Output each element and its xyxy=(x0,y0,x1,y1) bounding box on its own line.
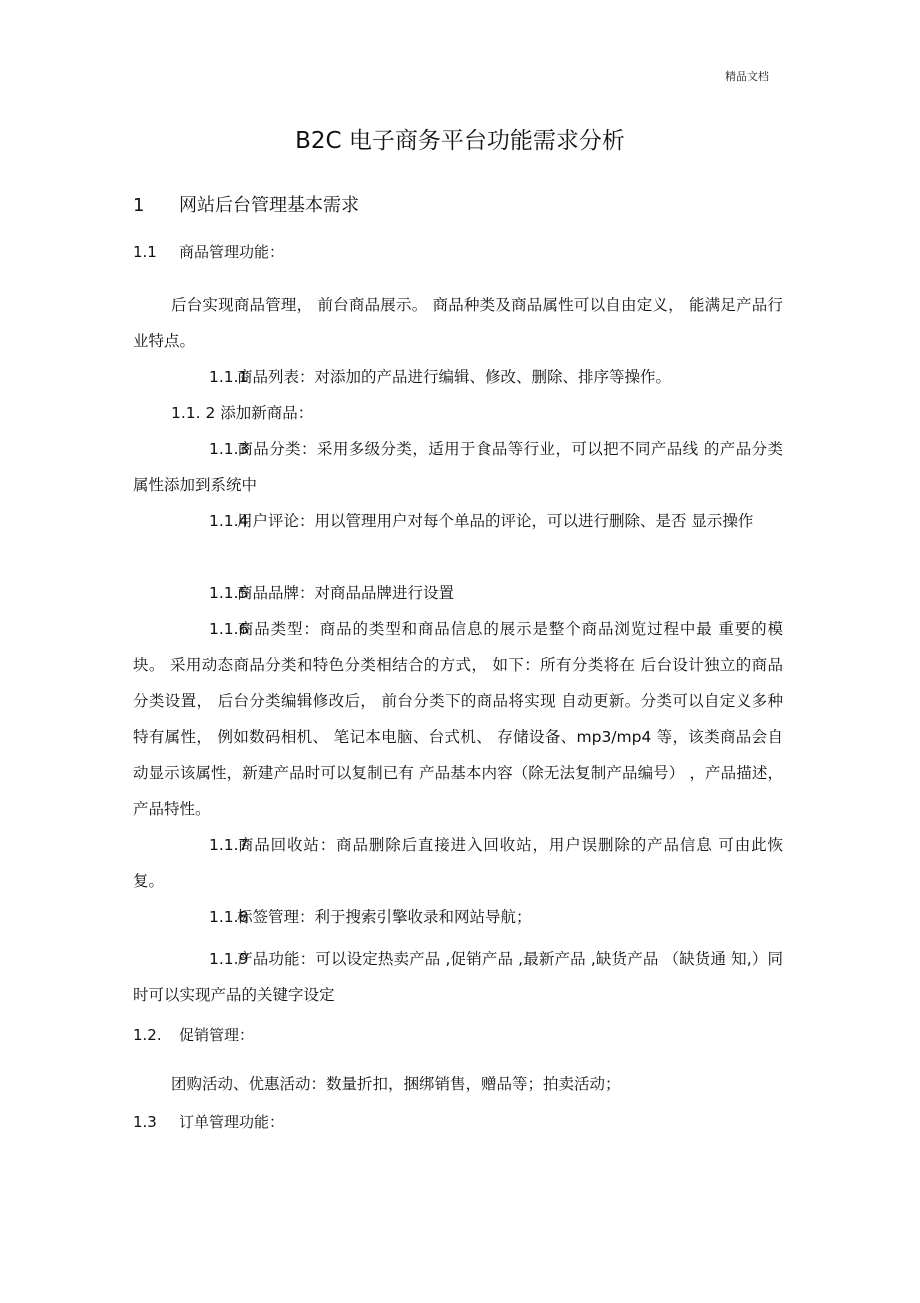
item-number: 1.1.7 xyxy=(209,836,249,854)
item-1-1-4 xyxy=(133,503,783,539)
section-title: 订单管理功能： xyxy=(179,1113,285,1131)
intro-paragraph: 后台实现商品管理， 前台商品展示。 商品种类及商品属性可以自由定义， 能满足产品行业特点。 xyxy=(133,296,783,350)
section-1-1-heading xyxy=(133,241,284,262)
item-1-1-6 xyxy=(133,611,783,827)
item-1-1-5 xyxy=(133,575,783,611)
section-title: 网站后台管理基本需求 xyxy=(179,195,359,216)
item-text: 用户评论：用以管理用户对每个单品的评论，可以进行删除、是否 显示操作 xyxy=(237,512,754,530)
section-1-2-heading xyxy=(133,1024,254,1045)
item-text: 商品品牌：对商品品牌进行设置 xyxy=(237,584,455,602)
item-text: 1.1. 2 添加新商品： xyxy=(171,404,314,422)
header-watermark: 精品文档 xyxy=(725,70,769,83)
item-1-1-9 xyxy=(133,941,783,1013)
item-1-1-2 xyxy=(133,395,783,431)
item-number: 1.1.4 xyxy=(209,512,249,530)
item-text: 商品回收站：商品删除后直接进入回收站，用户误删除的产品信息 可由此恢复。 xyxy=(133,836,783,890)
section-1-3-heading xyxy=(133,1111,284,1132)
item-1-1-1 xyxy=(133,359,783,395)
section-number: 1.3 xyxy=(133,1113,157,1131)
item-text: 商品分类：采用多级分类，适用于食品等行业，可以把不同产品线 的产品分类属性添加到系统中 xyxy=(133,440,783,494)
item-text: 商品类型：商品的类型和商品信息的展示是整个商品浏览过程中最 重要的模块。 采用动态商品分类和特色分类相结合的方式， 如下：所有分类将在 后台设计独立的商品分类设置， 后台分类编辑修改后， 前台分类下的商品将实现 自动更新。分类可以自定义多种特有属性， 例如数码相机、 笔记本电脑、台式机、 存储设备、mp3/mp4 等，该类商品会自动显示该属性，新建产品时可以复制已有 产品基本内容（除无法复制产品编号） ，产品描述，产品特性。 xyxy=(133,620,783,818)
item-text: 产品功能：可以设定热卖产品 ,促销产品 ,最新产品 ,缺货产品 （缺货通 知,）同时可以实现产品的关键字设定 xyxy=(133,950,783,1004)
item-text: 标签管理：利于搜索引擎收录和网站导航； xyxy=(237,908,532,926)
promo-paragraph: 团购活动、优惠活动：数量折扣，捆绑销售，赠品等；拍卖活动； xyxy=(171,1075,621,1093)
item-number: 1.1.6 xyxy=(209,620,249,638)
item-number: 1.1.9 xyxy=(209,950,249,968)
item-number: 1.1.1 xyxy=(209,368,249,386)
item-number: 1.1.3 xyxy=(209,440,249,458)
section-title: 商品管理功能： xyxy=(179,243,285,261)
section-title: 促销管理： xyxy=(179,1026,255,1044)
section-number: 1 xyxy=(133,195,145,216)
section-number: 1.1 xyxy=(133,243,157,261)
item-1-1-8 xyxy=(133,899,783,935)
item-1-1-3 xyxy=(133,431,783,503)
item-number: 1.1.5 xyxy=(209,584,249,602)
item-number: 1.1.8 xyxy=(209,908,249,926)
document-title: B2C 电子商务平台功能需求分析 xyxy=(295,128,625,154)
item-text: 商品列表：对添加的产品进行编辑、修改、删除、排序等操作。 xyxy=(237,368,672,386)
section-1-heading xyxy=(133,191,359,217)
item-1-1-7 xyxy=(133,827,783,899)
section-number: 1.2. xyxy=(133,1026,162,1044)
